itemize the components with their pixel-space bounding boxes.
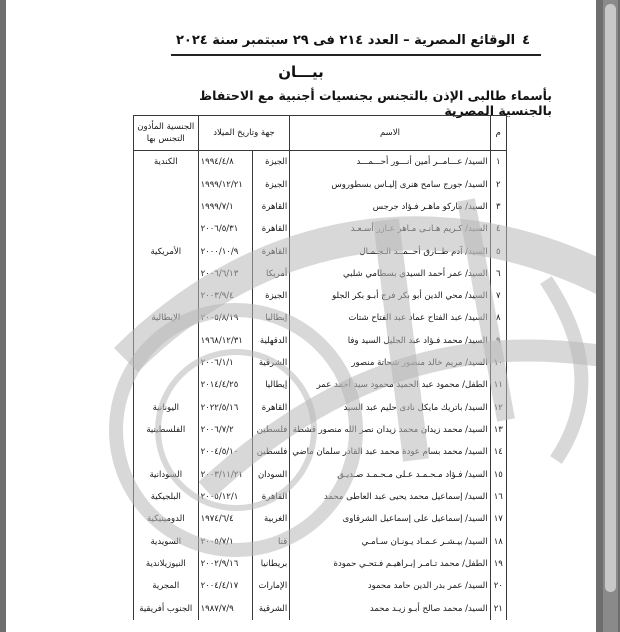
row-number: ١٤ — [490, 441, 506, 463]
row-number: ٨ — [490, 307, 506, 329]
row-name: السيد/ محمد زيدان محمد زيدان نصر الله منصور قشطة — [290, 419, 490, 441]
table-row — [134, 330, 507, 352]
row-birth-place: الجيزة — [253, 285, 290, 307]
row-nationality: البلجيكية — [134, 486, 199, 508]
table-row — [134, 397, 507, 419]
table-row — [134, 464, 507, 486]
row-nationality: الإيطالية — [134, 307, 199, 329]
row-nationality: السويدية — [134, 531, 199, 553]
statement-subtitle: بأسماء طالبى الإذن بالتجنس بجنسيات أجنبية مع الاحتفاظ بالجنسية المصرية — [199, 88, 552, 118]
row-birth-place: الدقهلية — [253, 330, 290, 352]
row-number: ٩ — [490, 330, 506, 352]
row-nationality: الفلسطينية — [134, 419, 199, 441]
row-number: ٤ — [490, 218, 506, 240]
row-name: السيد/ عمر بدر الدين حامد محمود — [290, 575, 490, 597]
row-birth-place: الجيزة — [253, 173, 290, 195]
row-nationality: المجرية — [134, 575, 199, 597]
table-header-row — [134, 116, 507, 151]
row-birth-date: ٢٠٠٥/٨/١٩ — [198, 307, 253, 329]
row-number: ١٠ — [490, 352, 506, 374]
row-birth-place: القاهرة — [253, 218, 290, 240]
row-birth-place: القاهرة — [253, 397, 290, 419]
table-row — [134, 531, 507, 553]
table-row — [134, 441, 507, 463]
row-number: ١٣ — [490, 419, 506, 441]
row-name: الطفل/ محمود عبد الحميد محمود سيد أحمد عمر — [290, 374, 490, 396]
row-birth-date: ٢٠١٤/٤/٢٥ — [198, 374, 253, 396]
row-name: السيد/ عـــامــر أمين أنـــور أحـــمـــد — [290, 151, 490, 174]
row-birth-place: فلسطين — [253, 441, 290, 463]
row-birth-place: القاهرة — [253, 196, 290, 218]
row-name: السيد/ آدم طــارق أحــمــد الـجـمـال — [290, 240, 490, 262]
row-birth-place: الإمارات — [253, 575, 290, 597]
row-birth-place: القاهرة — [253, 240, 290, 262]
row-birth-date: ٢٠٠٤/٤/١٧ — [198, 575, 253, 597]
table-row — [134, 598, 507, 620]
row-birth-date: ١٩٩٩/٧/١ — [198, 196, 253, 218]
row-birth-date: ١٩٩٩/١٢/٢١ — [198, 173, 253, 195]
row-nationality: الجنوب أفريقية — [134, 598, 199, 620]
table-row — [134, 508, 507, 530]
row-birth-date: ٢٠٢٢/٥/١٦ — [198, 397, 253, 419]
row-number: ٢ — [490, 173, 506, 195]
row-birth-date: ٢٠٠٦/١/١ — [198, 352, 253, 374]
row-name: السيد/ محمد فـؤاد عبد الجليل السيد وفا — [290, 330, 490, 352]
table-row — [134, 575, 507, 597]
table-row — [134, 218, 507, 240]
row-nationality: الكندية — [134, 151, 199, 174]
row-birth-place: الشرقية — [253, 598, 290, 620]
table-row — [134, 352, 507, 374]
row-number: ٥ — [490, 240, 506, 262]
row-name: الطفل/ محمد تـامـر إبـراهيـم فـتحـي حمودة — [290, 553, 490, 575]
row-birth-place: الشرقية — [253, 352, 290, 374]
row-nationality: الدومينيكية — [134, 508, 199, 530]
row-name: السيد/ بيـشـر عـمـاد يـونـان سـامـي — [290, 531, 490, 553]
row-birth-date: ١٩٦٨/١٢/٣١ — [198, 330, 253, 352]
row-number: ١٨ — [490, 531, 506, 553]
document-page — [6, 0, 596, 632]
row-name: السيد/ محمد صالح أبـو زيـد محمد — [290, 598, 490, 620]
row-birth-date: ٢٠٠٦/٧/٢ — [198, 419, 253, 441]
row-birth-date: ٢٠٠٤/٥/١٠ — [198, 441, 253, 463]
table-row — [134, 263, 507, 285]
row-number: ١٢ — [490, 397, 506, 419]
row-number: ٢١ — [490, 598, 506, 620]
row-birth-place: القاهرة — [253, 486, 290, 508]
row-nationality: اليونانية — [134, 397, 199, 419]
table-row — [134, 419, 507, 441]
row-birth-place: إيطاليا — [253, 374, 290, 396]
row-birth-place: السودان — [253, 464, 290, 486]
row-birth-date: ٢٠٠٥/٧/١ — [198, 531, 253, 553]
row-number: ٧ — [490, 285, 506, 307]
row-name: السيد/ فـؤاد مـحـمـد عـلى مـحـمـد صـديـق — [290, 464, 490, 486]
row-name: السيد/ كـريم هـانـى مـاهر عـازر أسـعـد — [290, 218, 490, 240]
row-birth-place: قنا — [253, 531, 290, 553]
row-number: ١ — [490, 151, 506, 174]
row-number: ٢٠ — [490, 575, 506, 597]
row-nationality: النيوزيلاندية — [134, 553, 199, 575]
row-birth-place: بريطانيا — [253, 553, 290, 575]
row-nationality — [134, 330, 199, 352]
table-row — [134, 196, 507, 218]
row-name: السيد/ عمر أحمد السيدي بسطامي شلبي — [290, 263, 490, 285]
scrollbar-thumb[interactable] — [605, 4, 616, 592]
row-number: ١٩ — [490, 553, 506, 575]
row-birth-date: ٢٠٠٦/٦/١٣ — [198, 263, 253, 285]
table-row — [134, 151, 507, 174]
table-row — [134, 553, 507, 575]
row-number: ١٥ — [490, 464, 506, 486]
table-row — [134, 374, 507, 396]
row-nationality: السودانية — [134, 464, 199, 486]
header-rule — [171, 54, 541, 56]
row-birth-place: إيطاليا — [253, 307, 290, 329]
row-nationality — [134, 374, 199, 396]
row-name: السيد/ محمد بسام عودة محمد عبد القادر سلمان ماضي — [290, 441, 490, 463]
table-row — [134, 486, 507, 508]
row-nationality — [134, 441, 199, 463]
publication-line: الوقائع المصرية – العدد ٢١٤ فى ٢٩ سبتمبر سنة ٢٠٢٤ — [176, 32, 516, 48]
row-birth-date: ٢٠٠٣/٩/٤ — [198, 285, 253, 307]
row-nationality — [134, 263, 199, 285]
row-nationality — [134, 285, 199, 307]
header-number: م — [490, 116, 506, 151]
table-row — [134, 307, 507, 329]
row-name: السيد/ محي الدين أبو بكر فرج أبـو بكر الجلو — [290, 285, 490, 307]
row-birth-place: أمريكا — [253, 263, 290, 285]
row-nationality — [134, 196, 199, 218]
statement-title: بيـــان — [278, 63, 324, 81]
header-name: الاسم — [290, 116, 490, 151]
row-name: السيد/ جورج سامح هنرى إليـاس بسطوروس — [290, 173, 490, 195]
row-name: السيد/ إسماعيل على إسماعيل الشرقاوى — [290, 508, 490, 530]
row-number: ١٦ — [490, 486, 506, 508]
header-birth: جهة وتاريخ الميلاد — [198, 116, 290, 151]
row-nationality — [134, 352, 199, 374]
page-header — [176, 30, 530, 50]
row-birth-place: الغربية — [253, 508, 290, 530]
row-number: ٣ — [490, 196, 506, 218]
row-birth-place: فلسطين — [253, 419, 290, 441]
row-birth-place: الجيزة — [253, 151, 290, 174]
applicants-table — [133, 115, 507, 620]
row-birth-date: ٢٠٠٢/٩/١٦ — [198, 553, 253, 575]
row-number: ١١ — [490, 374, 506, 396]
row-nationality — [134, 173, 199, 195]
row-nationality — [134, 218, 199, 240]
header-nationality: الجنسية المأذون التجنس بها — [134, 116, 199, 151]
row-number: ٦ — [490, 263, 506, 285]
row-birth-date: ٢٠٠٥/١٢/١ — [198, 486, 253, 508]
row-birth-date: ٢٠٠٣/١١/٢١ — [198, 464, 253, 486]
row-name: السيد/ عبد الفتاح عماد عبد الفتاح شتات — [290, 307, 490, 329]
row-birth-date: ٢٠٠٠/١٠/٩ — [198, 240, 253, 262]
row-birth-date: ١٩٧٤/٦/٤ — [198, 508, 253, 530]
row-birth-date: ١٩٩٤/٤/٨ — [198, 151, 253, 174]
page-number: ٤ — [522, 32, 530, 48]
row-name: السيد/ إسماعيل محمد يحيى عبد العاطى محمد — [290, 486, 490, 508]
row-nationality: الأمريكية — [134, 240, 199, 262]
row-number: ١٧ — [490, 508, 506, 530]
row-birth-date: ١٩٨٧/٧/٩ — [198, 598, 253, 620]
table-row — [134, 285, 507, 307]
vertical-scrollbar[interactable] — [603, 0, 618, 632]
table-row — [134, 173, 507, 195]
row-name: السيد/ باتريك مايكل نادى حليم عبد السيد — [290, 397, 490, 419]
row-birth-date: ٢٠٠٦/٥/٣١ — [198, 218, 253, 240]
table-row — [134, 240, 507, 262]
row-name: السيد/ مريم خالد منصور شحاتة منصور — [290, 352, 490, 374]
row-name: السيد/ ماركو ماهـر فـؤاد جرجس — [290, 196, 490, 218]
